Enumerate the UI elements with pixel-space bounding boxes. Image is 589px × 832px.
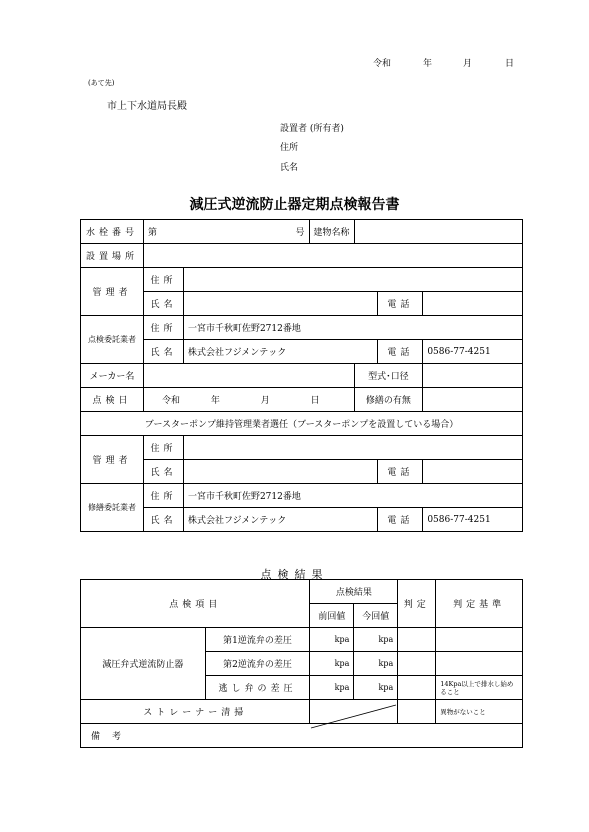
inspection-contractor-phone-label: 電話	[378, 340, 423, 364]
repair-contractor-address-label: 住所	[143, 484, 183, 508]
repair-contractor-name-label: 氏名	[143, 508, 183, 532]
booster-manager-phone-label: 電話	[378, 460, 423, 484]
curr-label: 今回値	[354, 604, 398, 628]
installer-name-label: 氏名	[280, 163, 299, 173]
repair-field[interactable]	[423, 388, 523, 412]
strainer-criteria: 異物がないこと	[436, 700, 523, 724]
manager-label: 管理者	[81, 268, 144, 316]
addressee-label: (あて先)	[88, 79, 115, 87]
hydrant-no-suffix: 号	[295, 228, 305, 238]
report-form-table	[80, 219, 523, 532]
manager-address-field[interactable]	[183, 268, 522, 292]
hydrant-no-prefix: 第	[147, 228, 157, 238]
manager-address-label: 住所	[143, 268, 183, 292]
installer-label: 設置者 (所有者)	[280, 124, 344, 134]
location-label: 設置場所	[81, 244, 144, 268]
judgment-3[interactable]	[398, 676, 436, 700]
strainer-na-cell	[310, 700, 398, 724]
booster-manager-name-label: 氏名	[143, 460, 183, 484]
repair-contractor-address: 一宮市千秋町佐野2712番地	[183, 484, 522, 508]
prev-value-1[interactable]: kpa	[310, 628, 354, 652]
inspection-date-month: 月	[260, 396, 270, 406]
repair-contractor-phone-label: 電話	[378, 508, 423, 532]
addressee: 市上下水道局長殿	[107, 101, 187, 112]
curr-value-3[interactable]: kpa	[354, 676, 398, 700]
inspection-contractor-name-label: 氏名	[143, 340, 183, 364]
model-label: 型式･口径	[354, 364, 423, 388]
maker-label: メーカー名	[81, 364, 144, 388]
repair-contractor-label: 修繕委託業者	[81, 484, 144, 532]
inspection-contractor-phone: 0586-77-4251	[423, 340, 523, 364]
manager-name-field[interactable]	[183, 292, 377, 316]
repair-contractor-name: 株式会社フジメンテック	[183, 508, 377, 532]
item-label: 点検項目	[81, 580, 310, 628]
date-era: 令和	[373, 59, 392, 69]
criteria-label: 判定基準	[436, 580, 523, 628]
hydrant-no-field[interactable]	[143, 220, 309, 244]
maker-field[interactable]	[143, 364, 354, 388]
hydrant-no-label: 水栓番号	[81, 220, 144, 244]
curr-value-2[interactable]: kpa	[354, 652, 398, 676]
manager-phone-label: 電話	[378, 292, 423, 316]
inspection-contractor-address-label: 住所	[143, 316, 183, 340]
inspection-contractor-label: 点検委託業者	[81, 316, 144, 364]
inspection-date-era: 令和	[161, 396, 180, 406]
inspection-contractor-name: 株式会社フジメンテック	[183, 340, 377, 364]
manager-phone-field[interactable]	[423, 292, 523, 316]
judgment-2[interactable]	[398, 652, 436, 676]
device-label: 減圧弁式逆流防止器	[81, 628, 206, 700]
inspection-date-day: 日	[310, 396, 320, 406]
repair-label: 修繕の有無	[354, 388, 423, 412]
installer-address-label: 住所	[280, 143, 299, 153]
remarks-row[interactable]	[81, 724, 523, 748]
check-item-3: 逃し弁の差圧	[205, 676, 310, 700]
manager-name-label: 氏名	[143, 292, 183, 316]
prev-label: 前回値	[310, 604, 354, 628]
repair-contractor-phone: 0586-77-4251	[423, 508, 523, 532]
criteria-1	[436, 628, 523, 652]
booster-manager-address-label: 住所	[143, 436, 183, 460]
inspection-contractor-address: 一宮市千秋町佐野2712番地	[183, 316, 522, 340]
remarks-label: 備考	[91, 732, 134, 742]
result-label: 点検結果	[310, 580, 398, 604]
inspection-date-field[interactable]	[143, 388, 354, 412]
criteria-3: 14Kpa以上で排水し始めること	[436, 676, 523, 700]
check-item-2: 第2逆流弁の差圧	[205, 652, 310, 676]
prev-value-2[interactable]: kpa	[310, 652, 354, 676]
booster-manager-address-field[interactable]	[183, 436, 522, 460]
date-month: 月	[463, 59, 473, 69]
model-field[interactable]	[423, 364, 523, 388]
prev-value-3[interactable]: kpa	[310, 676, 354, 700]
date-year: 年	[423, 59, 433, 69]
booster-heading: ブースターポンプ維持管理業者選任（ブースターポンプを設置している場合）	[81, 412, 523, 436]
booster-manager-name-field[interactable]	[183, 460, 377, 484]
building-name-label: 建物名称	[309, 220, 354, 244]
inspection-date-year: 年	[210, 396, 220, 406]
building-name-field[interactable]	[354, 220, 522, 244]
results-heading: 点検結果	[260, 568, 329, 581]
inspection-date-label: 点検日	[81, 388, 144, 412]
judgment-1[interactable]	[398, 628, 436, 652]
location-field[interactable]	[143, 244, 522, 268]
criteria-2	[436, 652, 523, 676]
booster-manager-label: 管理者	[81, 436, 144, 484]
strainer-label: ストレーナー清掃	[81, 700, 310, 724]
booster-manager-phone-field[interactable]	[423, 460, 523, 484]
check-item-1: 第1逆流弁の差圧	[205, 628, 310, 652]
date-day: 日	[505, 59, 515, 69]
curr-value-1[interactable]: kpa	[354, 628, 398, 652]
strainer-judgment[interactable]	[398, 700, 436, 724]
page-title: 減圧式逆流防止器定期点検報告書	[189, 197, 400, 213]
results-table	[80, 579, 523, 748]
judgment-label: 判定	[398, 580, 436, 628]
